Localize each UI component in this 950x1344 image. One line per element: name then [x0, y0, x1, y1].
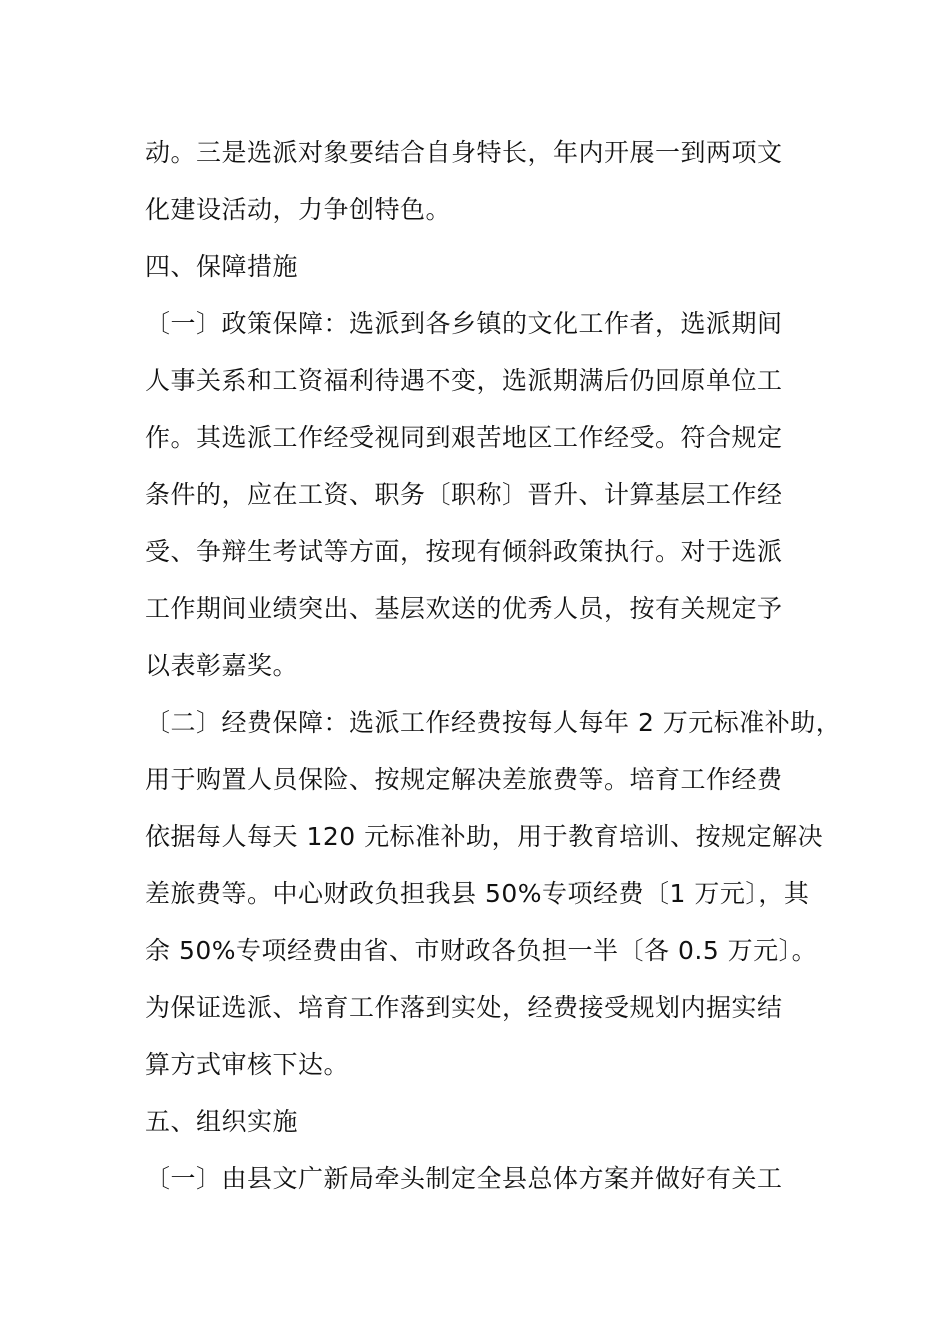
text-line: 化建设活动，力争创特色。 [145, 195, 452, 224]
text-line: 〔一〕由县文广新局牵头制定全县总体方案并做好有关工 [145, 1164, 783, 1193]
text-line: 算方式审核下达。 [145, 1050, 350, 1079]
text-line: 动。三是选派对象要结合自身特长，年内开展一到两项文 [145, 138, 783, 167]
text-line: 为保证选派、培育工作落到实处，经费接受规划内据实结 [145, 993, 783, 1022]
text-line: 依据每人每天 120 元标准补助，用于教育培训、按规定解决 [145, 822, 824, 851]
text-line: 用于购置人员保险、按规定解决差旅费等。培育工作经费 [145, 765, 783, 794]
section-heading: 四、保障措施 [145, 252, 299, 281]
text-line: 差旅费等。中心财政负担我县 50%专项经费〔1 万元〕，其 [145, 879, 810, 908]
section-heading: 五、组织实施 [145, 1107, 299, 1136]
text-line: 人事关系和工资福利待遇不变，选派期满后仍回原单位工 [145, 366, 783, 395]
text-line: 受、争辩生考试等方面，按现有倾斜政策执行。对于选派 [145, 537, 783, 566]
text-line: 以表彰嘉奖。 [145, 651, 299, 680]
text-line: 工作期间业绩突出、基层欢送的优秀人员，按有关规定予 [145, 594, 783, 623]
text-line: 〔二〕经费保障：选派工作经费按每人每年 2 万元标准补助， [145, 708, 842, 737]
document-body [145, 124, 845, 1207]
text-line: 条件的，应在工资、职务〔职称〕晋升、计算基层工作经 [145, 480, 783, 509]
text-line: 余 50%专项经费由省、市财政各负担一半〔各 0.5 万元〕。 [145, 936, 818, 965]
text-line: 〔一〕政策保障：选派到各乡镇的文化工作者，选派期间 [145, 309, 783, 338]
text-line: 作。其选派工作经受视同到艰苦地区工作经受。符合规定 [145, 423, 783, 452]
